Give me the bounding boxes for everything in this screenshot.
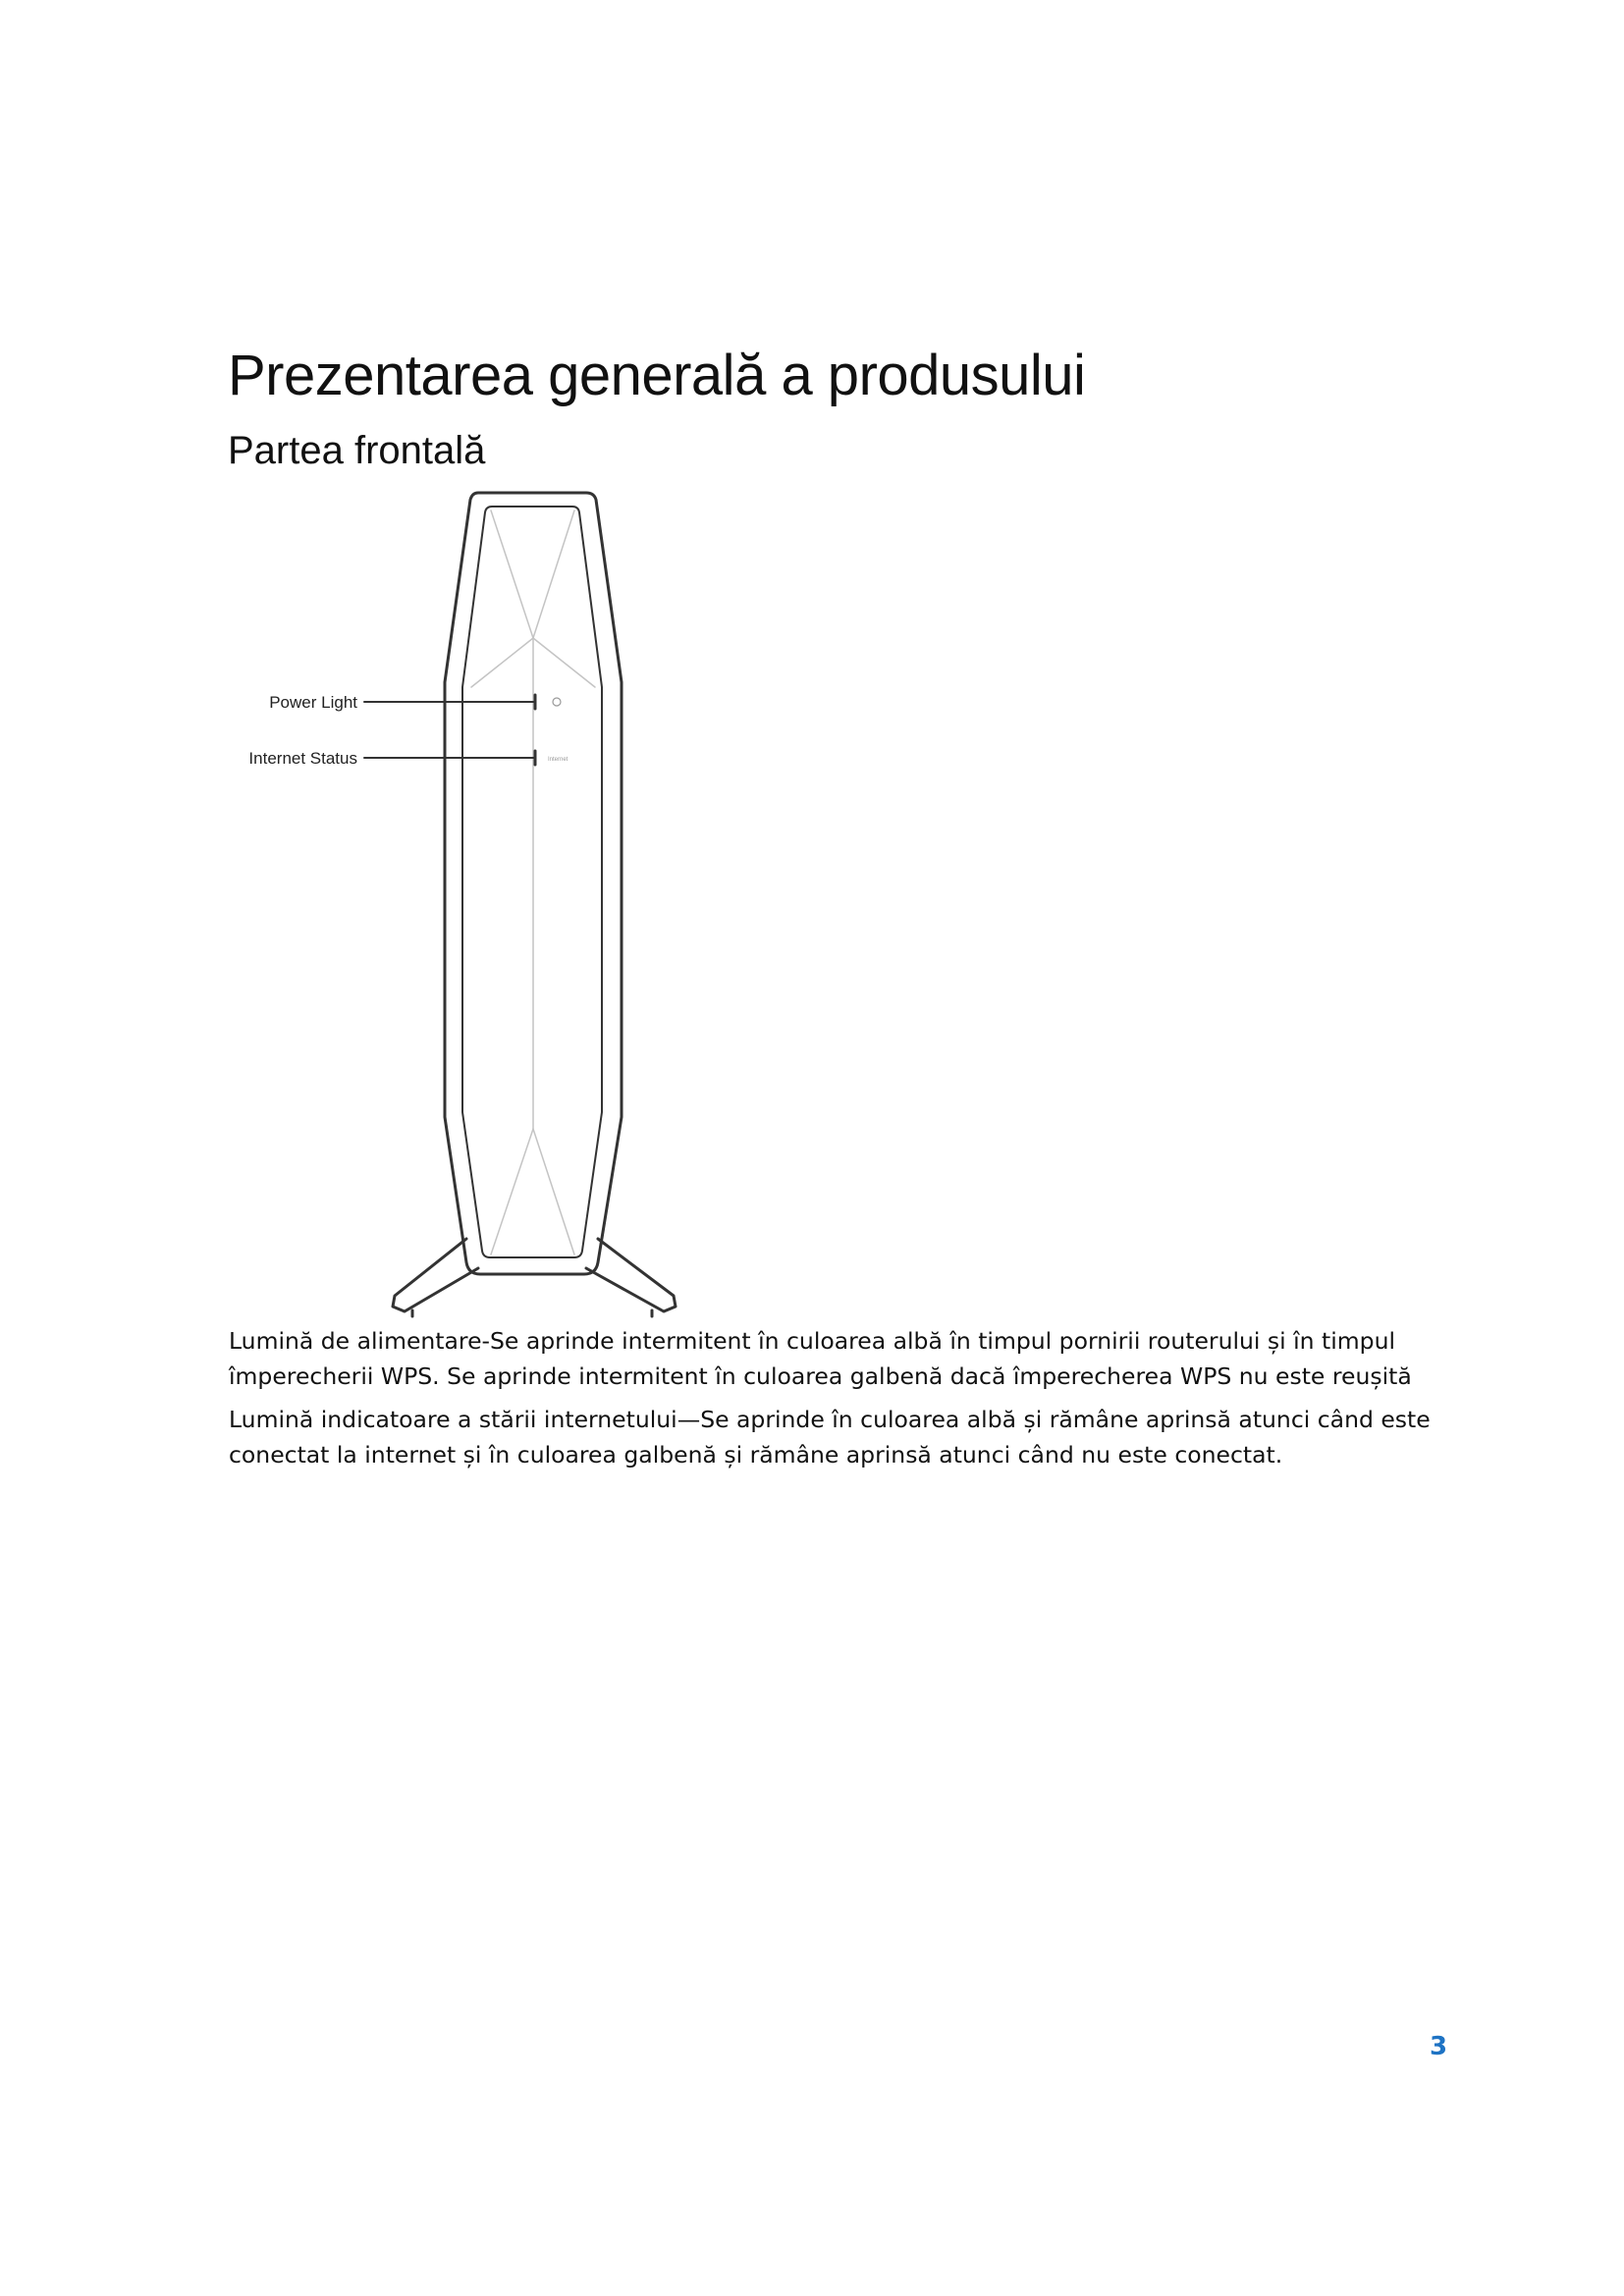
page-title: Prezentarea generală a produsului — [228, 344, 1086, 407]
internet-status-callout: Internet Status — [248, 749, 357, 768]
device-internet-label: Internet — [548, 757, 568, 763]
power-light-description: Lumină de alimentare-Se aprinde intermitent în culoarea albă în timpul pornirii routerului și în timpul împerecherii WPS. Se aprinde intermitent în culoarea galbenă dacă împerecherea WPS nu este reușită — [229, 1327, 1412, 1390]
power-symbol-icon — [553, 698, 561, 706]
internet-status-description: Lumină indicatoare a stării internetului—Se aprinde în culoarea albă și rămâne aprinsă atunci când este conectat la internet și în culoarea galbenă și rămâne aprinsă atunci când nu este conectat. — [229, 1406, 1431, 1468]
section-subtitle: Partea frontală — [228, 429, 486, 472]
page-number: 3 — [1430, 2032, 1448, 2061]
power-light-callout: Power Light — [269, 693, 357, 712]
router-inner-panel — [462, 507, 602, 1257]
